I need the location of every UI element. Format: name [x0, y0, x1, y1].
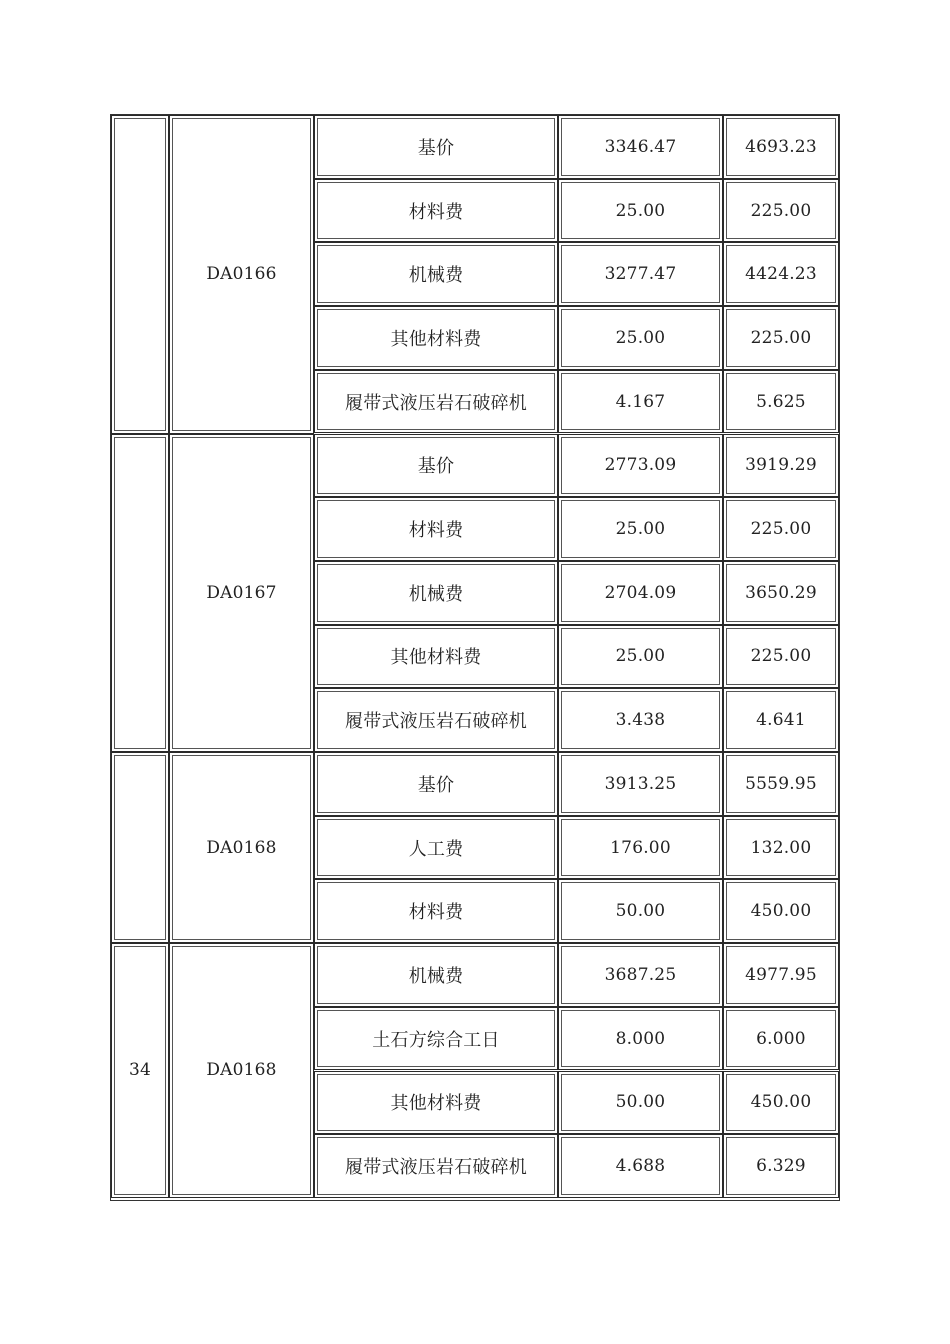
- item-name-cell: 基价: [314, 434, 558, 498]
- value-1-cell: 25.00: [558, 497, 723, 561]
- value-2-cell: 4424.23: [723, 242, 839, 306]
- value-2-cell: 225.00: [723, 625, 839, 689]
- value-2-cell: 5.625: [723, 370, 839, 434]
- value-1-cell: 50.00: [558, 1071, 723, 1135]
- item-name-cell: 基价: [314, 115, 558, 179]
- value-2-cell: 5559.95: [723, 752, 839, 816]
- value-1-cell: 50.00: [558, 879, 723, 943]
- code-cell: DA0168: [169, 752, 314, 943]
- value-1-cell: 2704.09: [558, 561, 723, 625]
- value-2-cell: 6.000: [723, 1007, 839, 1071]
- value-2-cell: 3919.29: [723, 434, 839, 498]
- value-1-cell: 3346.47: [558, 115, 723, 179]
- seq-cell: [111, 115, 169, 434]
- value-1-cell: 2773.09: [558, 434, 723, 498]
- code-cell: DA0167: [169, 434, 314, 753]
- value-1-cell: 3913.25: [558, 752, 723, 816]
- item-name-cell: 履带式液压岩石破碎机: [314, 370, 558, 434]
- value-1-cell: 176.00: [558, 816, 723, 880]
- item-name-cell: 机械费: [314, 943, 558, 1007]
- item-name-cell: 其他材料费: [314, 625, 558, 689]
- item-name-cell: 材料费: [314, 497, 558, 561]
- item-name-cell: 基价: [314, 752, 558, 816]
- value-1-cell: 8.000: [558, 1007, 723, 1071]
- value-1-cell: 4.167: [558, 370, 723, 434]
- item-name-cell: 人工费: [314, 816, 558, 880]
- value-1-cell: 3687.25: [558, 943, 723, 1007]
- value-1-cell: 25.00: [558, 179, 723, 243]
- item-name-cell: 其他材料费: [314, 1071, 558, 1135]
- item-name-cell: 履带式液压岩石破碎机: [314, 688, 558, 752]
- item-name-cell: 其他材料费: [314, 306, 558, 370]
- value-2-cell: 225.00: [723, 179, 839, 243]
- value-2-cell: 4.641: [723, 688, 839, 752]
- value-2-cell: 6.329: [723, 1134, 839, 1198]
- seq-cell: [111, 434, 169, 753]
- value-2-cell: 4977.95: [723, 943, 839, 1007]
- code-cell: DA0166: [169, 115, 314, 434]
- item-name-cell: 材料费: [314, 179, 558, 243]
- item-name-cell: 机械费: [314, 561, 558, 625]
- value-1-cell: 25.00: [558, 625, 723, 689]
- code-cell: DA0168: [169, 943, 314, 1198]
- item-name-cell: 土石方综合工日: [314, 1007, 558, 1071]
- value-1-cell: 3.438: [558, 688, 723, 752]
- item-name-cell: 机械费: [314, 242, 558, 306]
- seq-cell: 34: [111, 943, 169, 1198]
- value-2-cell: 225.00: [723, 497, 839, 561]
- value-2-cell: 132.00: [723, 816, 839, 880]
- item-name-cell: 材料费: [314, 879, 558, 943]
- value-2-cell: 225.00: [723, 306, 839, 370]
- value-2-cell: 450.00: [723, 1071, 839, 1135]
- value-2-cell: 4693.23: [723, 115, 839, 179]
- value-1-cell: 3277.47: [558, 242, 723, 306]
- item-name-cell: 履带式液压岩石破碎机: [314, 1134, 558, 1198]
- value-2-cell: 450.00: [723, 879, 839, 943]
- value-1-cell: 25.00: [558, 306, 723, 370]
- value-1-cell: 4.688: [558, 1134, 723, 1198]
- seq-cell: [111, 752, 169, 943]
- value-2-cell: 3650.29: [723, 561, 839, 625]
